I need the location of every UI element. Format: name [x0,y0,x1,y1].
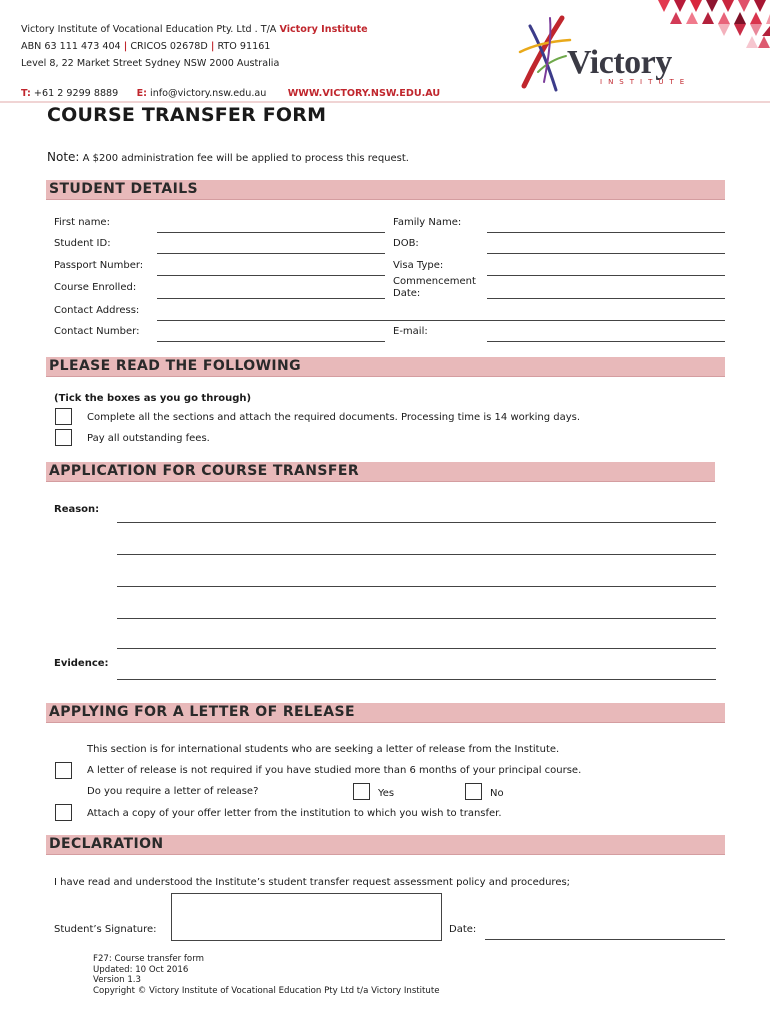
checkbox-complete-sections[interactable] [55,408,72,425]
section-declaration [46,835,725,855]
footer-version: Version 1.3 [93,975,141,985]
section-heading: DECLARATION [49,836,164,852]
date-field[interactable] [485,939,725,940]
student-id-field[interactable] [157,253,385,254]
checkbox-yes[interactable] [353,783,370,800]
email-label: E: [136,88,147,99]
footer-copyright: Copyright © Victory Institute of Vocational Education Pty Ltd t/a Victory Institute [93,985,440,996]
commencement-label-line1: Commencement [393,276,476,287]
email: info@victory.nsw.edu.au [150,88,267,99]
section-please-read [46,357,725,377]
commencement-label [393,276,476,300]
checkbox-pay-fees[interactable] [55,429,72,446]
contact-address-label: Contact Address: [54,305,140,316]
tick-instruction: (Tick the boxes as you go through) [54,393,252,404]
note-text: A $200 administration fee will be applied to process this request. [82,153,409,164]
commencement-label-line2: Date: [393,288,421,299]
phone-label: T: [21,88,31,99]
note [47,150,409,164]
header-divider [0,101,770,103]
item-pay-fees: Pay all outstanding fees. [87,433,210,444]
contact-number-label: Contact Number: [54,326,140,337]
dob-label: DOB: [393,238,419,249]
no-label: No [490,788,504,799]
declaration-text: I have read and understood the Institute’s student transfer request assessment policy and procedures; [54,877,571,888]
org-name: Victory Institute of Vocational Education Pty. Ltd . T/A [21,24,277,35]
section-heading: PLEASE READ THE FOLLOWING [49,358,302,374]
org-line [21,24,368,35]
family-name-field[interactable] [487,232,725,233]
passport-label: Passport Number: [54,260,144,271]
signature-box[interactable] [171,893,442,941]
release-question: Do you require a letter of release? [87,786,259,797]
phone: +61 2 9299 8889 [33,88,119,99]
visa-type-label: Visa Type: [393,260,444,271]
date-label: Date: [449,924,477,935]
release-intro: This section is for international students who are seeking a letter of release from the Institute. [87,744,560,755]
reason-line-4[interactable] [117,618,716,619]
section-heading: APPLICATION FOR COURSE TRANSFER [49,463,359,479]
logo-wordmark: Victory [567,44,672,81]
first-name-field[interactable] [157,232,385,233]
course-enrolled-label: Course Enrolled: [54,282,137,293]
reason-line-2[interactable] [117,554,716,555]
note-label: Note: [47,150,80,164]
item-offer-letter: Attach a copy of your offer letter from the institution to which you wish to transfer. [87,808,502,819]
contact-line [21,88,440,99]
student-id-label: Student ID: [54,238,111,249]
logo-subtext: INSTITUTE [600,78,691,86]
first-name-label: First name: [54,217,110,228]
rto: RTO 91161 [217,41,271,52]
visa-type-field[interactable] [487,275,725,276]
item-complete-sections: Complete all the sections and attach the required documents. Processing time is 14 working days. [87,412,581,423]
course-enrolled-field[interactable] [157,298,385,299]
yes-label: Yes [378,788,395,799]
checkbox-release-not-required[interactable] [55,762,72,779]
email-label-field: E-mail: [393,326,428,337]
checkbox-no[interactable] [465,783,482,800]
form-title: COURSE TRANSFER FORM [47,104,327,126]
item-release-not-required: A letter of release is not required if you have studied more than 6 months of your principal course. [87,765,582,776]
section-heading: APPLYING FOR A LETTER OF RELEASE [49,704,355,720]
abn: ABN 63 111 473 404 [21,41,121,52]
evidence-line[interactable] [117,679,716,680]
reason-line-3[interactable] [117,586,716,587]
section-student-details [46,180,725,200]
reason-line-1[interactable] [117,522,716,523]
address-line: Level 8, 22 Market Street Sydney NSW 2000 Australia [21,58,280,69]
reason-label: Reason: [54,504,100,515]
section-application [46,462,715,482]
org-brand: Victory Institute [279,24,368,35]
footer-updated: Updated: 10 Oct 2016 [93,964,189,975]
cricos: CRICOS 02678D [130,41,208,52]
footer-form: F27: Course transfer form [93,954,204,964]
registration-line: ABN 63 111 473 404 | CRICOS 02678D | RTO 91161 [21,41,271,52]
website: WWW.VICTORY.NSW.EDU.AU [287,88,441,99]
contact-address-field[interactable] [157,320,725,321]
dob-field[interactable] [487,253,725,254]
email-field[interactable] [487,341,725,342]
section-letter-of-release [46,703,725,723]
section-heading: STUDENT DETAILS [49,181,199,197]
signature-label: Student’s Signature: [54,924,157,935]
evidence-label: Evidence: [54,658,109,669]
footer [93,954,440,996]
reason-line-5[interactable] [117,648,716,649]
family-name-label: Family Name: [393,217,462,228]
passport-field[interactable] [157,275,385,276]
contact-number-field[interactable] [157,341,385,342]
checkbox-offer-letter[interactable] [55,804,72,821]
commencement-field[interactable] [487,298,725,299]
